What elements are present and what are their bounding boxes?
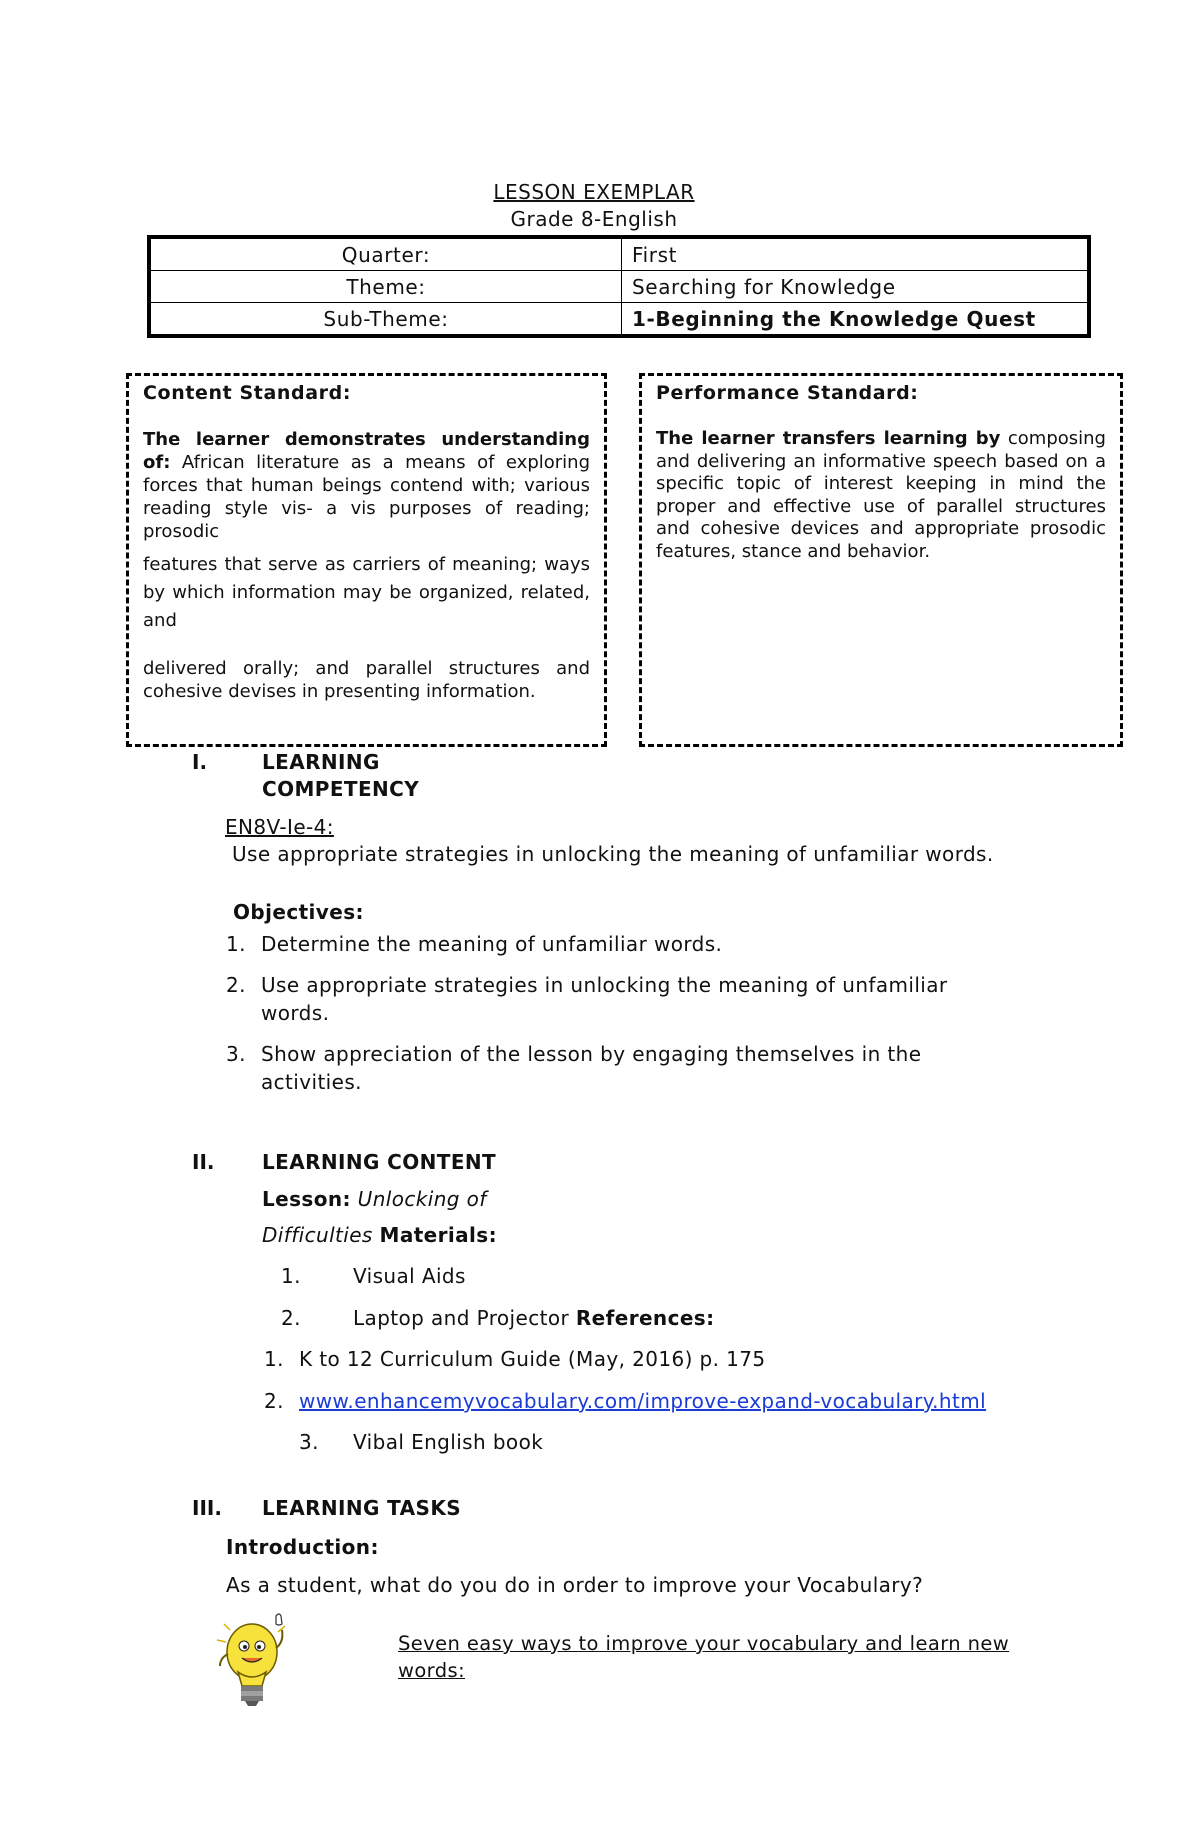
lightbulb-icon	[210, 1612, 300, 1712]
reference-link[interactable]: www.enhancemyvocabulary.com/improve-expand-vocabulary.html	[299, 1389, 987, 1413]
table-row	[149, 271, 1089, 303]
list-item-continued: words.	[261, 1001, 330, 1025]
list-item: Vibal English book	[353, 1430, 544, 1454]
section-title-line: COMPETENCY	[262, 777, 420, 801]
table-row	[149, 237, 1089, 271]
lesson-title: Unlocking of	[357, 1187, 487, 1211]
performance-standard-lead: The learner transfers learning by	[656, 428, 1001, 449]
competency-text: Use appropriate strategies in unlocking the meaning of unfamiliar words.	[232, 842, 994, 866]
list-item	[353, 1306, 715, 1330]
section-title-line: LEARNING	[262, 750, 380, 774]
content-standard-p1: African literature as a means of exploring forces that human beings contend with; various reading style vis- a vis purposes of reading; prosodic	[143, 452, 590, 542]
table-value: Searching for Knowledge	[622, 271, 1090, 303]
section-number: II.	[192, 1150, 215, 1174]
material-text: Laptop and Projector	[353, 1306, 570, 1330]
document-subtitle: Grade 8-English	[510, 207, 678, 231]
list-item-number: 3.	[226, 1042, 246, 1066]
table-value: 1-Beginning the Knowledge Quest	[622, 303, 1090, 337]
lesson-info-table	[147, 235, 1091, 338]
table-row	[149, 303, 1089, 337]
table-label: Theme:	[149, 271, 622, 303]
lesson-label: Lesson:	[262, 1187, 351, 1211]
performance-standard-text	[656, 428, 1106, 563]
table-label: Quarter:	[149, 237, 622, 271]
lesson-line	[262, 1187, 487, 1211]
section-title: LEARNING TASKS	[262, 1496, 462, 1520]
introduction-question: As a student, what do you do in order to improve your Vocabulary?	[226, 1573, 924, 1597]
list-item-number: 2.	[226, 973, 246, 997]
list-item: Show appreciation of the lesson by engaging themselves in the	[261, 1042, 922, 1066]
section-title: LEARNING CONTENT	[262, 1150, 497, 1174]
tip-heading-line: words:	[398, 1659, 466, 1682]
content-standard-heading: Content Standard:	[143, 382, 352, 404]
lesson-line	[262, 1223, 497, 1247]
list-item: Visual Aids	[353, 1264, 466, 1288]
performance-standard-body: composing and delivering an informative speech based on a specific topic of interest keeping in mind the proper and effective use of parallel structures and cohesive devices and appropriate prosodic features, stance and behavior.	[656, 428, 1106, 562]
performance-standard-box	[639, 373, 1123, 747]
tip-heading-line: Seven easy ways to improve your vocabulary and learn new	[398, 1632, 1010, 1655]
content-standard-text	[143, 428, 590, 543]
section-number: I.	[192, 750, 208, 774]
introduction-label: Introduction:	[226, 1535, 379, 1559]
list-item: K to 12 Curriculum Guide (May, 2016) p. 175	[299, 1347, 766, 1371]
list-item-number: 1.	[264, 1347, 284, 1371]
list-item-number: 1.	[226, 932, 246, 956]
content-standard-box	[126, 373, 607, 747]
materials-label: Materials:	[379, 1223, 498, 1247]
competency-code: EN8V-Ie-4:	[225, 815, 334, 839]
list-item-continued: activities.	[261, 1070, 362, 1094]
objectives-label: Objectives:	[233, 900, 364, 924]
content-standard-p2: features that serve as carriers of meaning; ways by which information may be organized, related, and	[143, 554, 590, 631]
table-label: Sub-Theme:	[149, 303, 622, 337]
table-value: First	[622, 237, 1090, 271]
lesson-title: Difficulties	[262, 1223, 373, 1247]
list-item: Determine the meaning of unfamiliar words.	[261, 932, 723, 956]
list-item-number: 1.	[281, 1264, 301, 1288]
section-number: III.	[192, 1496, 222, 1520]
list-item-number: 2.	[281, 1306, 301, 1330]
document-title: LESSON EXEMPLAR	[493, 180, 695, 204]
list-item: Use appropriate strategies in unlocking the meaning of unfamiliar	[261, 973, 948, 997]
list-item-number: 2.	[264, 1389, 284, 1413]
references-label: References:	[575, 1306, 715, 1330]
list-item-number: 3.	[299, 1430, 319, 1454]
content-standard-p3: delivered orally; and parallel structures and cohesive devises in presenting information.	[143, 658, 590, 702]
performance-standard-heading: Performance Standard:	[656, 382, 919, 404]
content-standard-lead: The learner demonstrates understanding of:	[143, 429, 590, 473]
